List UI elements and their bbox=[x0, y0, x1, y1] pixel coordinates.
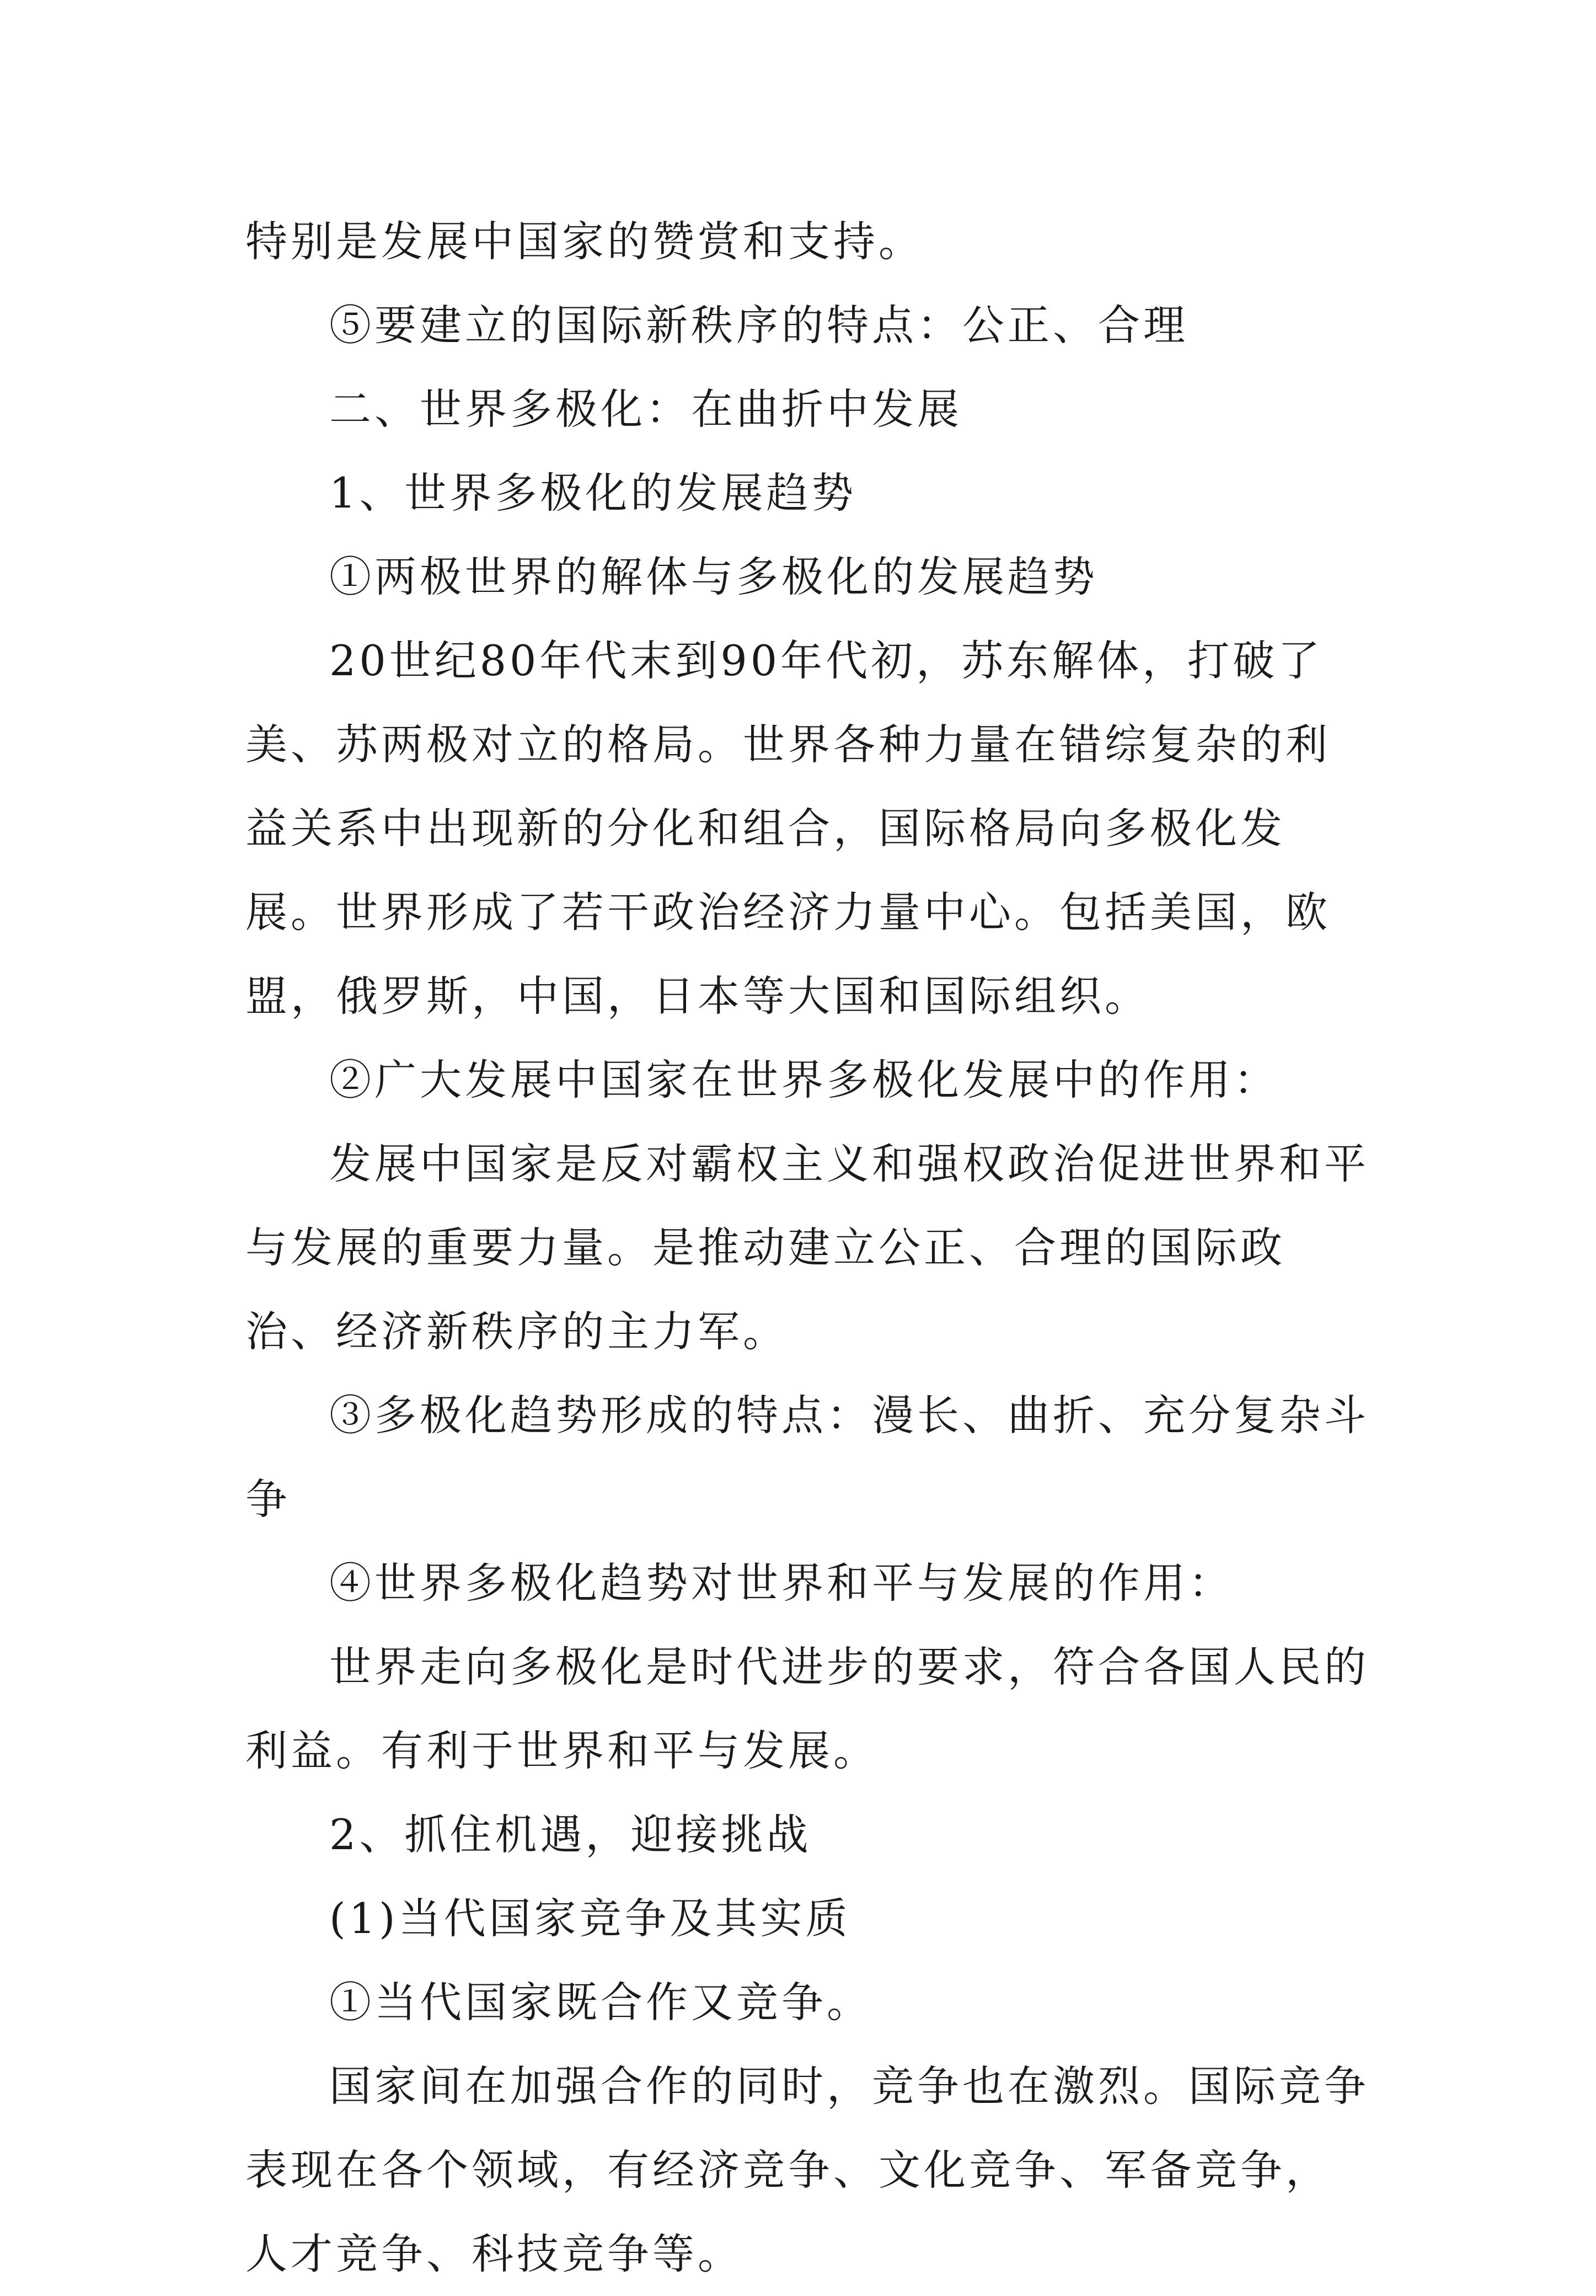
paragraph: ③多极化趋势形成的特点：漫长、曲折、充分复杂斗争 bbox=[245, 1391, 1369, 1524]
paragraph: ②广大发展中国家在世界多极化发展中的作用： bbox=[329, 1055, 1279, 1104]
subsection-heading: 2、抓住机遇，迎接挑战 bbox=[329, 1810, 812, 1859]
document-body bbox=[245, 200, 1370, 2296]
paragraph: 国家间在加强合作的同时，竞争也在激烈。国际竞争表现在各个领域，有经济竞争、文化竞争、军备竞争，人才竞争、科技竞争等。 bbox=[245, 2062, 1369, 2278]
paragraph: 20世纪80年代末到90年代初，苏东解体，打破了美、苏两极对立的格局。世界各种力量在错综复杂的利益关系中出现新的分化和组合，国际格局向多极化发展。世界形成了若干政治经济力量中心。包括美国，欧盟，俄罗斯，中国，日本等大国和国际组织。 bbox=[245, 636, 1331, 1021]
paragraph: 世界走向多极化是时代进步的要求，符合各国人民的利益。有利于世界和平与发展。 bbox=[245, 1642, 1369, 1775]
paragraph: ①两极世界的解体与多极化的发展趋势 bbox=[329, 552, 1098, 601]
paragraph: ①当代国家既合作又竞争。 bbox=[329, 1978, 872, 2027]
subsection-heading: 1、世界多极化的发展趋势 bbox=[329, 468, 857, 517]
paragraph: (1)当代国家竞争及其实质 bbox=[329, 1894, 851, 1943]
paragraph: ⑤要建立的国际新秩序的特点：公正、合理 bbox=[329, 301, 1188, 350]
paragraph: 发展中国家是反对霸权主义和强权政治促进世界和平与发展的重要力量。是推动建立公正、合理的国际政治、经济新秩序的主力军。 bbox=[245, 1139, 1369, 1356]
paragraph: ④世界多极化趋势对世界和平与发展的作用： bbox=[329, 1558, 1234, 1608]
paragraph: 特别是发展中国家的赞赏和支持。 bbox=[245, 217, 924, 266]
section-heading: 二、世界多极化：在曲折中发展 bbox=[329, 385, 962, 434]
